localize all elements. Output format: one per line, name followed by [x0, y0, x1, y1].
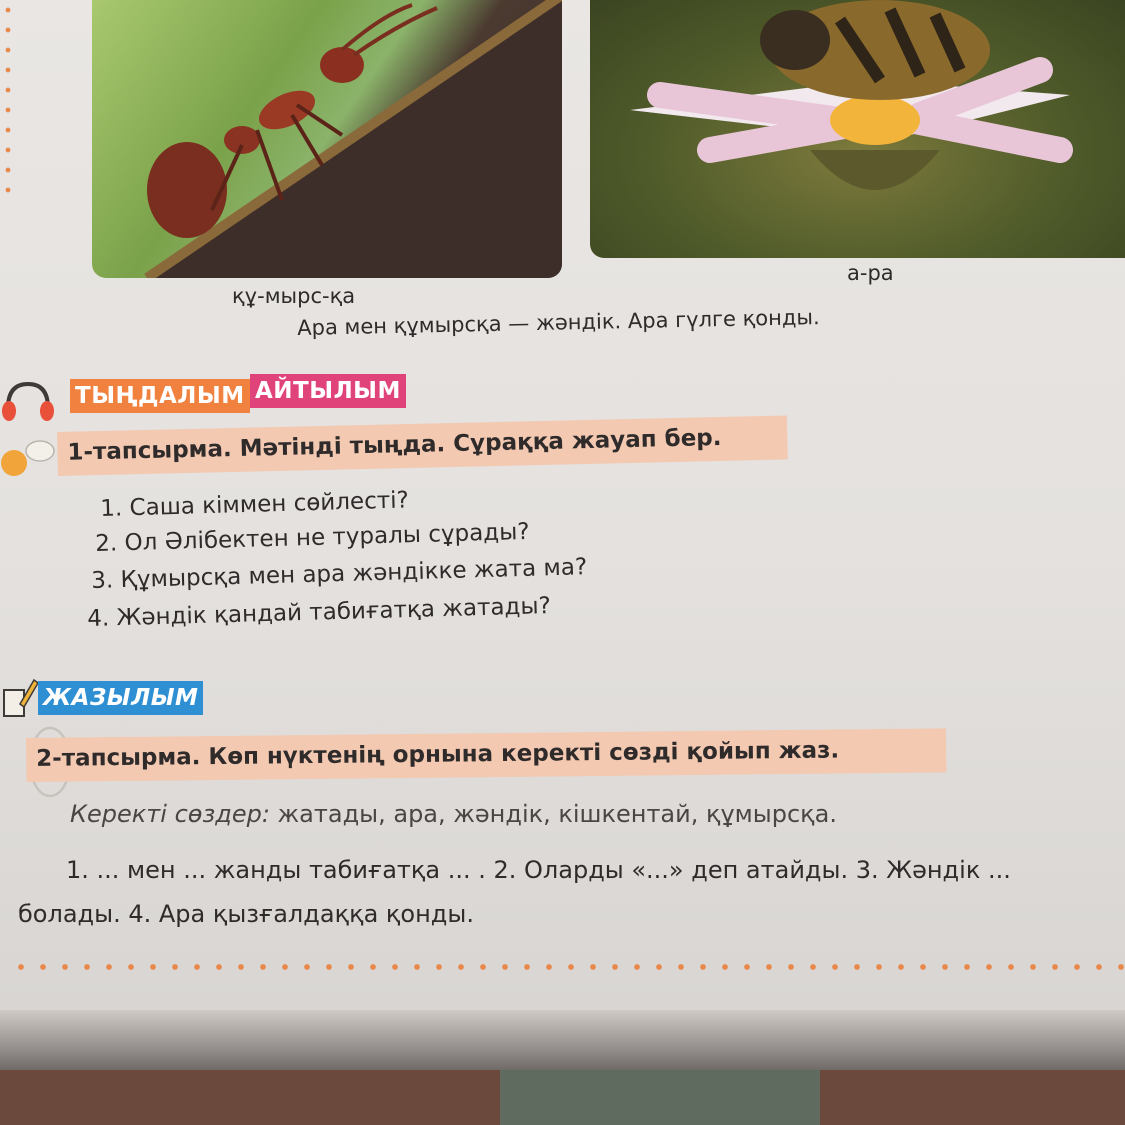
- words-line: [70, 800, 837, 828]
- question-4: 4. Жәндік қандай табиғатқа жатады?: [87, 593, 552, 632]
- badge-listening: ТЫҢДАЛЫМ: [70, 379, 250, 413]
- exercise-line-2: болады. 4. Ара қызғалдаққа қонды.: [18, 900, 474, 928]
- speaking-head-icon: [0, 437, 56, 487]
- question-1: 1. Саша кіммен сөйлесті?: [100, 487, 410, 522]
- bee-photo: [590, 0, 1125, 258]
- ant-photo: [92, 0, 562, 278]
- bee-label: а-ра: [847, 261, 894, 285]
- bee-flower-illustration: [590, 0, 1125, 258]
- left-dotted-border: [4, 0, 12, 200]
- question-2: 2. Ол Әлібектен не туралы сұрады?: [95, 518, 530, 557]
- badge-writing: ЖАЗЫЛЫМ: [38, 681, 203, 715]
- ant-illustration: [92, 0, 562, 278]
- task1-title: 1-тапсырма. Мәтінді тыңда. Сұраққа жауап бер.: [67, 424, 722, 466]
- exercise-line-1: 1. ... мен ... жанды табиғатқа ... . 2. Оларды «...» деп атайды. 3. Жәндік ...: [66, 856, 1011, 884]
- pencil-icon: [0, 674, 40, 724]
- words-label: Керекті сөздер:: [70, 800, 270, 828]
- caption-sentence: Ара мен құмырсқа — жәндік. Ара гүлге қонды.: [297, 305, 820, 340]
- bottom-dotted-divider: [10, 962, 1125, 972]
- words-list: жатады, ара, жәндік, кішкентай, құмырсқа.: [277, 800, 837, 828]
- table-green-object: [500, 1070, 820, 1125]
- headphones-icon: [0, 380, 56, 426]
- badge-speaking: АЙТЫЛЫМ: [250, 374, 406, 408]
- task2-title: 2-тапсырма. Көп нүктенің орнына керекті сөзді қойып жаз.: [36, 737, 840, 772]
- question-3: 3. Құмырсқа мен ара жәндікке жата ма?: [91, 554, 588, 594]
- ant-label: құ-мырс-қа: [232, 284, 356, 308]
